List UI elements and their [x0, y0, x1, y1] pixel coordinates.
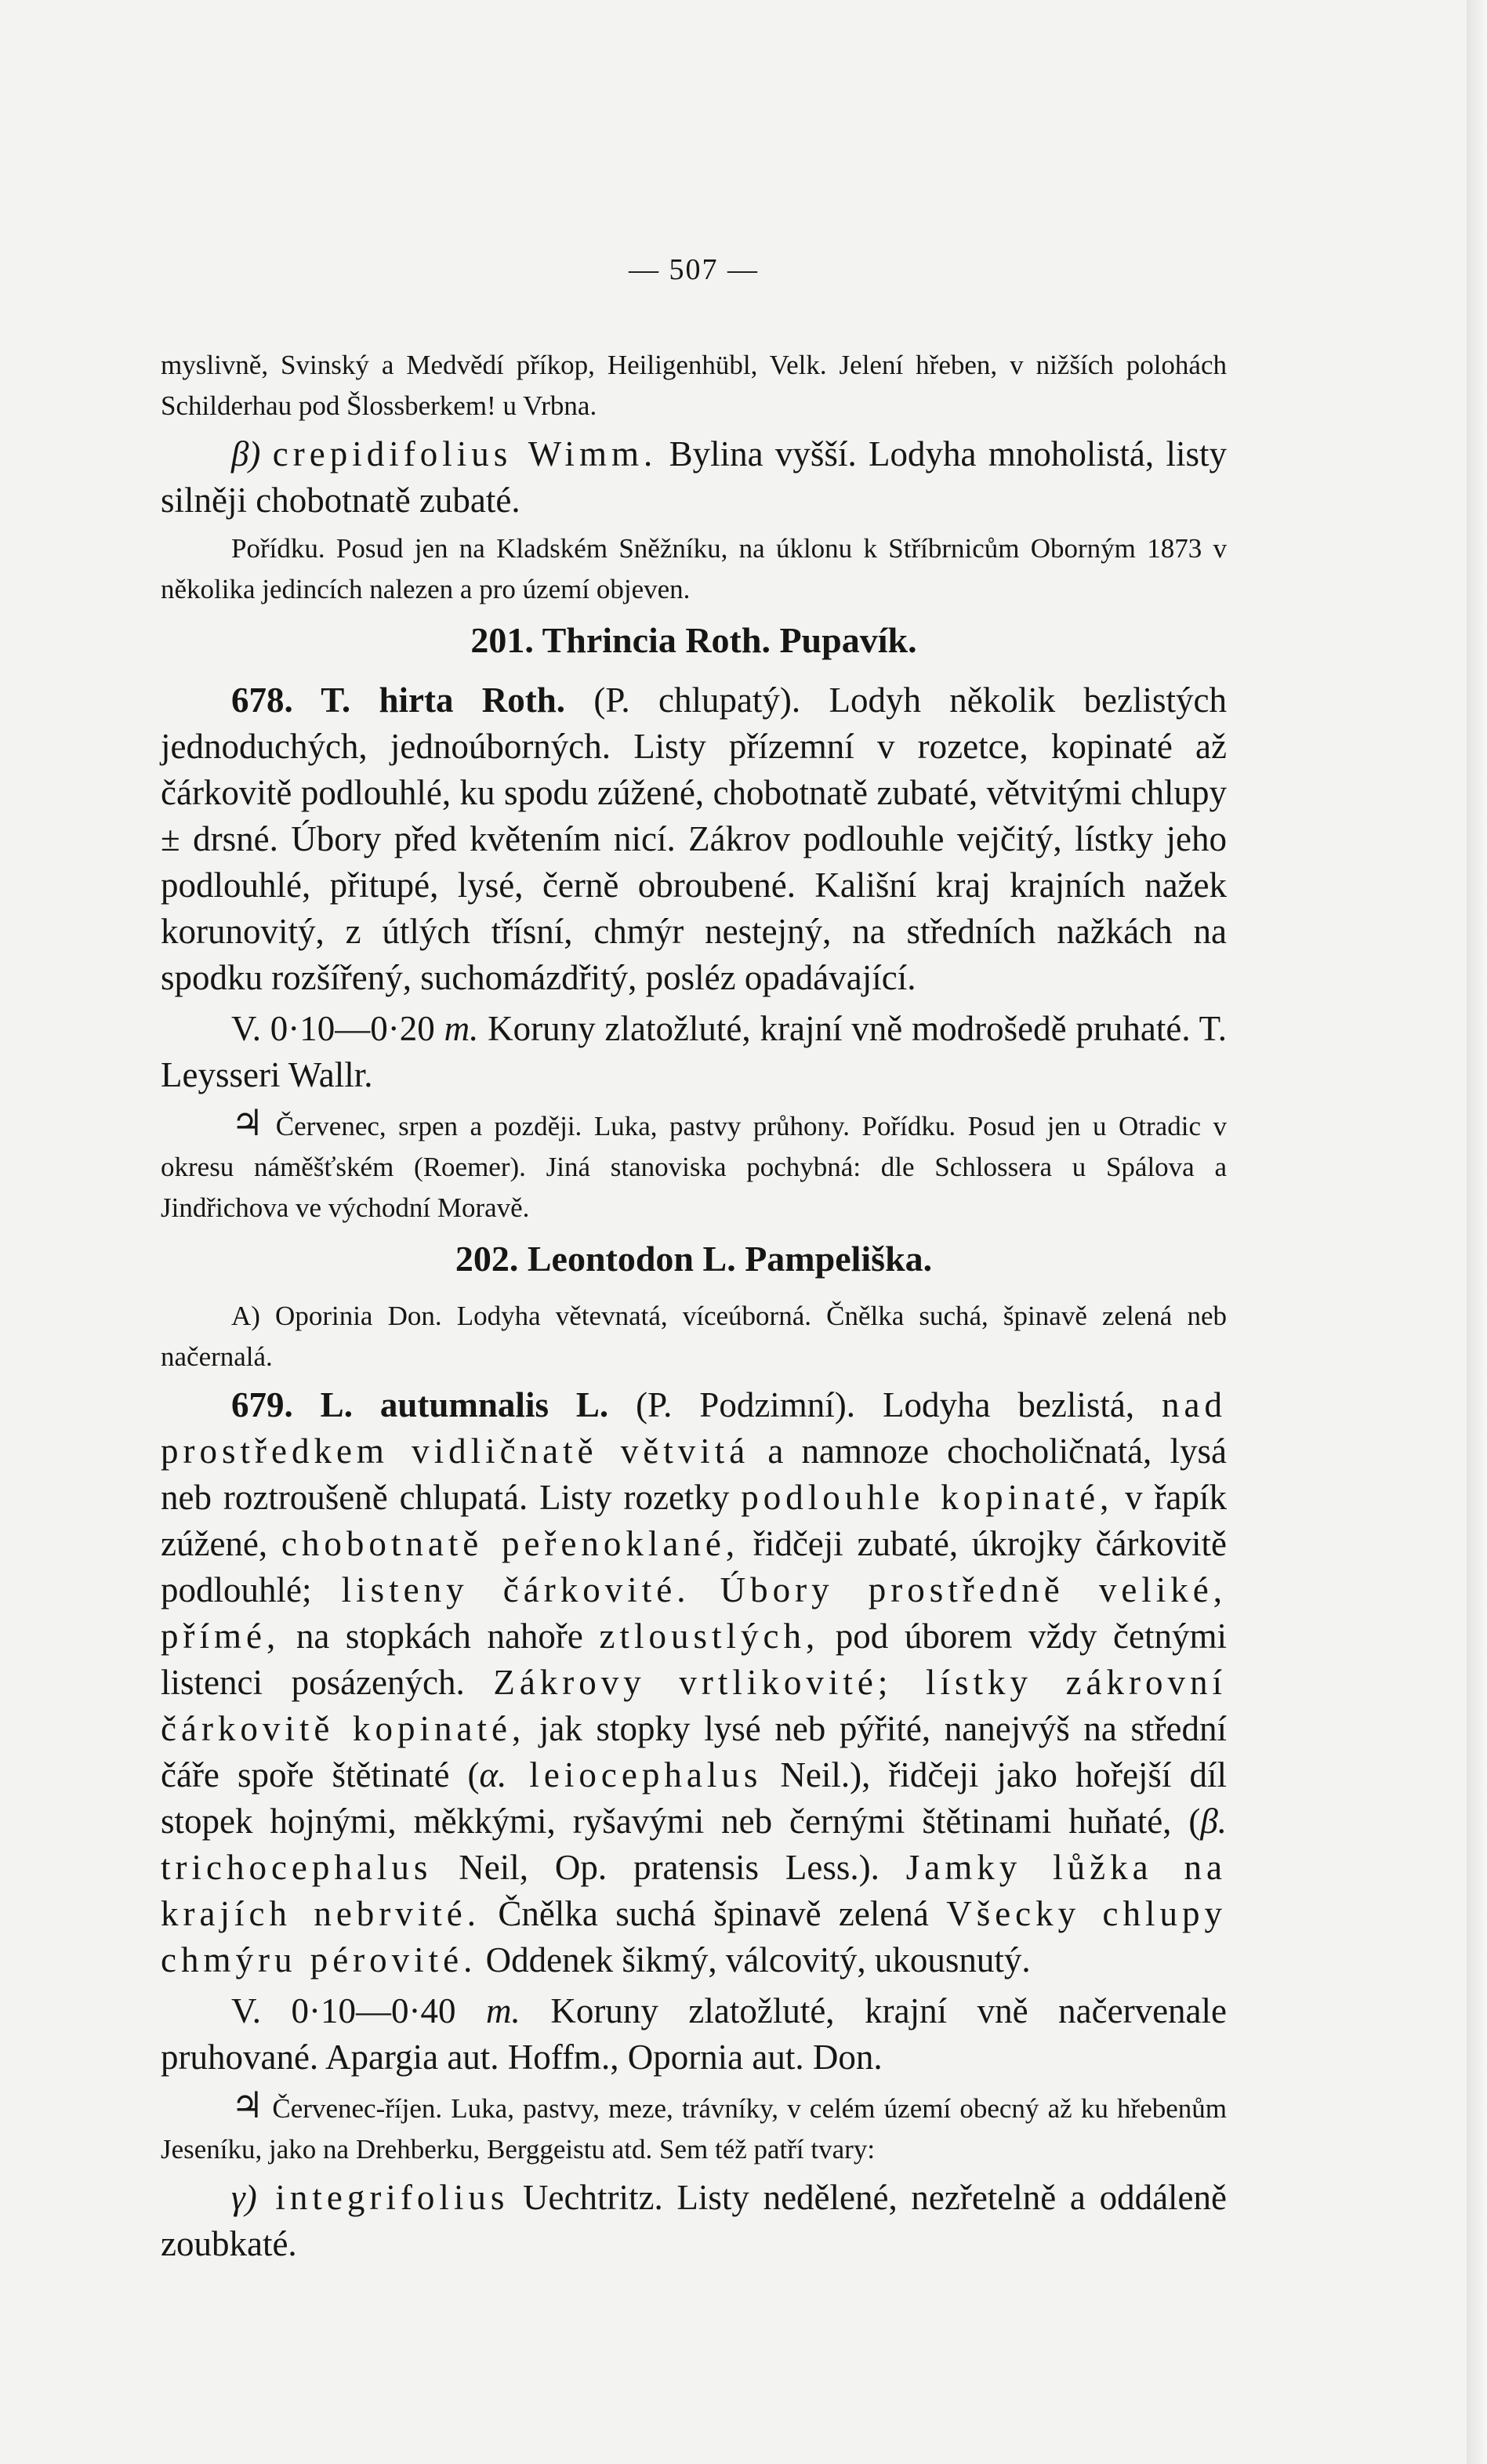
variety-marker: γ)	[231, 2178, 257, 2217]
form-name-leiocephalus: leiocephalus	[506, 1755, 763, 1794]
species-name: T. hirta Roth.	[292, 680, 566, 720]
size-unit: m.	[486, 1991, 520, 2030]
locality-note: Pořídku. Posud jen na Kladském Sněžníku, na úklonu k Stříbrnicům Oborným 1873 v několika jedincích nalezen a pro území objeven.	[161, 533, 1227, 604]
page-edge-shadow	[1467, 0, 1487, 2464]
spaced-emphasis: Všecky chlupy chmýru pérovité.	[161, 1894, 1228, 1980]
description-part: Oddenek šikmý, válcovitý, ukousnutý.	[477, 1940, 1031, 1980]
size-unit: m.	[444, 1009, 479, 1048]
spaced-emphasis: podlouhle kopinaté,	[741, 1478, 1114, 1517]
description-part: na stopkách nahoře	[280, 1617, 600, 1656]
species-size-line	[161, 1988, 1227, 2081]
spaced-emphasis: ztloustlých,	[599, 1617, 820, 1656]
species-leontodon-autumnalis	[161, 1382, 1227, 1983]
species-number: 678.	[231, 680, 293, 720]
variety-author: Wimm.	[512, 434, 658, 474]
variety-description: Bylina vyšší. Lodyha mnoholistá, listy silněji chobotnatě zubaté.	[161, 434, 1227, 520]
variety-name: integrifolius	[256, 2178, 510, 2217]
species-number: 679.	[231, 1385, 293, 1424]
spaced-emphasis: Jamky lůžka na krajích nebrvité.	[161, 1848, 1227, 1933]
perennial-icon: ♃	[231, 2085, 264, 2125]
species-thrincia-hirta	[161, 677, 1227, 1001]
species-name: L. autumnalis L.	[292, 1385, 609, 1424]
description-part: pod úborem vždy četnými listenci posázených.	[161, 1617, 1227, 1702]
description-part: Neil.), řidčeji jako hořejší díl stopek hojnými, měkkými, ryšavými neb černými štětinami huňaté, (	[161, 1755, 1227, 1841]
form-marker-alpha: α.	[479, 1755, 507, 1794]
page-body	[161, 345, 1227, 2272]
flowering-note	[161, 2085, 1227, 2170]
variety-name: crepidifolius	[272, 434, 513, 474]
size-range: V. 0·10—0·20	[231, 1009, 444, 1048]
description-part: Čnělka suchá špinavě zelená	[481, 1894, 947, 1933]
perennial-icon: ♃	[231, 1103, 264, 1143]
size-range: V. 0·10—0·40	[231, 1991, 487, 2030]
description-part	[690, 1570, 720, 1609]
description-part: řidčeji zubaté, úkrojky čárkovitě podlouhlé;	[161, 1524, 1227, 1609]
variety-crepidifolius	[161, 431, 1227, 524]
flowering-text: Červenec-říjen. Luka, pastvy, meze, trávníky, v celém území obecný až ku hřebenům Jeseníku, jako na Drehberku, Berggeistu atd. Sem též patří tvary:	[161, 2093, 1227, 2165]
description-part: jak stopky lysé neb pýřité, nanejvýš na střední čáře spoře štětinaté (	[161, 1709, 1227, 1794]
genus-heading-thrincia: 201. Thrincia Roth. Pupavík.	[470, 620, 917, 660]
variety-integrifolius	[161, 2175, 1227, 2267]
description-part: (P. Podzimní). Lodyha bezlistá,	[608, 1385, 1162, 1424]
subgenus-oporinia: A) Oporinia Don. Lodyha větevnatá, víceúborná. Čnělka suchá, špinavě zelená neb načernalá.	[161, 1301, 1227, 1372]
genus-heading-leontodon: 202. Leontodon L. Pampeliška.	[455, 1239, 933, 1279]
form-marker-beta: β.	[1200, 1802, 1227, 1841]
spaced-emphasis: listeny čárkovité.	[341, 1570, 691, 1609]
page-number: — 507 —	[629, 253, 759, 286]
paragraph-continuation: myslivně, Svinský a Medvědí příkop, Heiligenhübl, Velk. Jelení hřeben, v nižších polohách Schilderhau pod Šlossberkem! u Vrbna.	[161, 350, 1227, 421]
spaced-emphasis: Úbory prostředně veliké, přímé,	[161, 1570, 1228, 1656]
flowering-text: Červenec, srpen a později. Luka, pastvy průhony. Pořídku. Posud jen u Otradic v okresu náměšťském (Roemer). Jiná stanoviska pochybná: dle Schlossera u Spálova a Jindřichova ve východní Moravě.	[161, 1111, 1227, 1223]
spaced-emphasis: chobotnatě peřenoklané,	[281, 1524, 740, 1563]
species-size-line	[161, 1006, 1227, 1098]
flowering-note	[161, 1103, 1227, 1228]
spaced-emphasis: nad prostředkem vidličnatě větvitá	[161, 1385, 1227, 1471]
description-part: v řapík zúžené,	[161, 1478, 1227, 1563]
spaced-emphasis: Zákrovy vrtlikovité; lístky zákrovní čárkovitě kopinaté,	[161, 1663, 1228, 1748]
variety-description: Uechtritz. Listy nedělené, nezřetelně a oddáleně zoubkaté.	[161, 2178, 1228, 2263]
description-part: a namnoze chocholičnatá, lysá neb roztroušeně chlupatá. Listy rozetky	[161, 1432, 1227, 1517]
description-part: Neil, Op. pratensis Less.).	[432, 1848, 906, 1887]
variety-marker: β)	[231, 434, 261, 474]
species-description: (P. chlupatý). Lodyh několik bezlistých jednoduchých, jednoúborných. Listy přízemní v rozetce, kopinaté až čárkovitě podlouhlé, ku spodu zúžené, chobotnatě zubaté, větvitými chlupy ± drsné. Úbory před květením nicí. Zákrov podlouhle vejčitý, lístky jeho podlouhlé, přitupé, lysé, černě obroubené. Kališní kraj krajních nažek korunovitý, z útlých třísní, chmýr nestejný, na středních nažkách na spodku rozšířený, suchomázdřitý, posléz opadávající.	[161, 680, 1228, 997]
size-description: Koruny zlatožluté, krajní vně načervenale pruhované. Apargia aut. Hoffm., Opornia aut. Don.	[161, 1991, 1227, 2077]
size-description: Koruny zlatožluté, krajní vně modrošedě pruhaté. T. Leysseri Wallr.	[161, 1009, 1227, 1094]
form-name-trichocephalus: trichocephalus	[161, 1848, 433, 1887]
